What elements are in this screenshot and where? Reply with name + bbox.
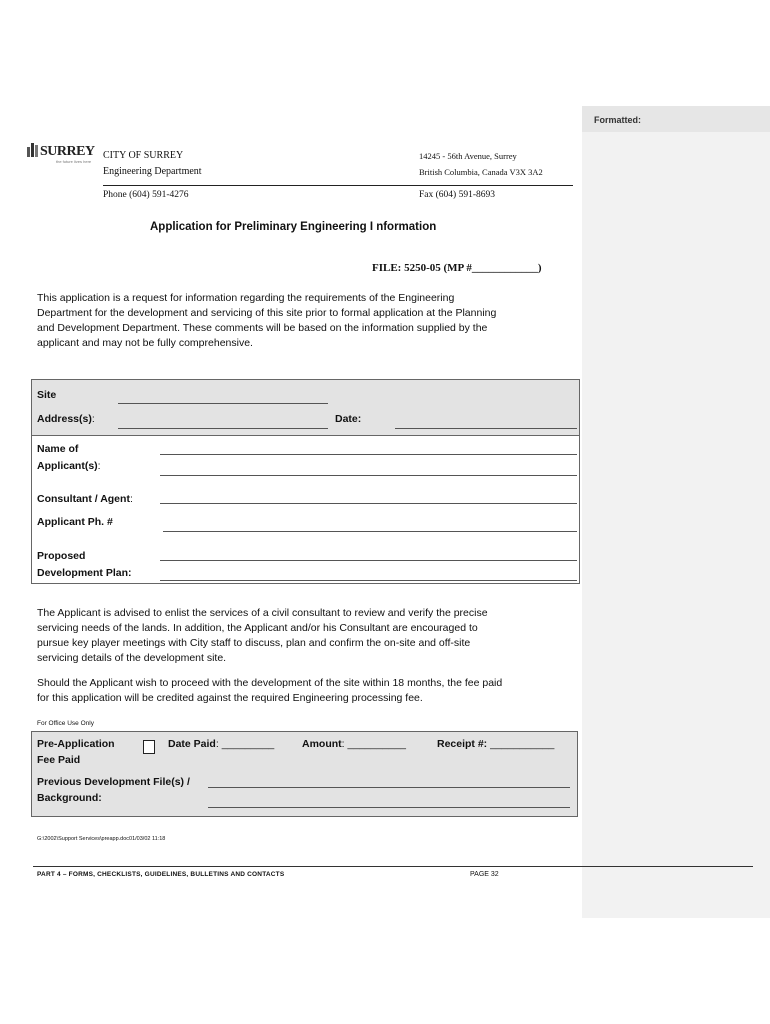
credit-paragraph bbox=[37, 676, 502, 706]
consultant-input[interactable] bbox=[160, 503, 577, 504]
logo-text: SURREY bbox=[40, 144, 95, 159]
applicant-phone-input[interactable] bbox=[163, 531, 577, 532]
advice-line: servicing details of the development site. bbox=[37, 652, 227, 664]
site-divider bbox=[32, 435, 579, 436]
credit-line: for this application will be credited against the required Engineering processing fee. bbox=[37, 692, 423, 704]
fee-paid-checkbox[interactable] bbox=[143, 740, 155, 754]
date-input[interactable] bbox=[395, 428, 577, 429]
preapp-label-line1: Pre-Application bbox=[37, 738, 115, 750]
city-name: CITY OF SURREY bbox=[103, 150, 184, 161]
footer-section-title: PART 4 – FORMS, CHECKLISTS, GUIDELINES, BULLETINS AND CONTACTS bbox=[37, 871, 285, 878]
footer-divider bbox=[33, 866, 753, 867]
page-title: Application for Preliminary Engineering I nformation bbox=[150, 221, 437, 233]
previous-files-label-line2: Background: bbox=[37, 792, 102, 804]
address-label: Address(s): bbox=[37, 413, 95, 425]
intro-paragraph bbox=[37, 291, 496, 351]
date-label: Date: bbox=[335, 413, 362, 425]
address-line-1: 14245 - 56th Avenue, Surrey bbox=[419, 151, 517, 161]
consultant-label: Consultant / Agent: bbox=[37, 493, 133, 505]
logo-tagline: the future lives here bbox=[56, 159, 92, 164]
comment-pane bbox=[582, 106, 770, 918]
amount-field: Amount: __________ bbox=[302, 738, 406, 750]
address-input[interactable] bbox=[118, 428, 328, 429]
previous-files-label-line1: Previous Development File(s) / bbox=[37, 776, 190, 788]
development-plan-input-2[interactable] bbox=[160, 580, 577, 581]
applicant-phone-label: Applicant Ph. # bbox=[37, 516, 113, 528]
comment-header: Formatted: bbox=[582, 106, 770, 132]
applicant-name-input-2[interactable] bbox=[160, 475, 577, 476]
advice-line: pursue key player meetings with City staff to discuss, plan and confirm the on-site and off-site bbox=[37, 637, 471, 649]
previous-files-input-2[interactable] bbox=[208, 807, 570, 808]
site-section bbox=[32, 380, 579, 435]
applicant-name-input-1[interactable] bbox=[160, 454, 577, 455]
previous-files-input-1[interactable] bbox=[208, 787, 570, 788]
intro-line: Department for the development and servicing of this site prior to formal application at the Planning bbox=[37, 307, 497, 319]
intro-line: applicant and may not be fully comprehensive. bbox=[37, 337, 253, 349]
department-name: Engineering Department bbox=[103, 166, 202, 177]
office-use-caption: For Office Use Only bbox=[37, 720, 94, 727]
city-logo-icon bbox=[27, 141, 39, 157]
address-line-2: British Columbia, Canada V3X 3A2 bbox=[419, 167, 543, 177]
file-reference: FILE: 5250-05 (MP #____________) bbox=[372, 262, 542, 274]
date-paid-field: Date Paid: _________ bbox=[168, 738, 275, 750]
header-divider bbox=[103, 185, 573, 186]
name-label-line2: Applicant(s): bbox=[37, 460, 101, 472]
development-plan-input-1[interactable] bbox=[160, 560, 577, 561]
plan-label-line2: Development Plan: bbox=[37, 567, 132, 579]
preapp-label-line2: Fee Paid bbox=[37, 754, 81, 766]
page-number: PAGE 32 bbox=[470, 871, 499, 878]
advice-line: The Applicant is advised to enlist the services of a civil consultant to review and verify the precise bbox=[37, 607, 488, 619]
intro-line: and Development Department. These comments will be based on the information supplied by the bbox=[37, 322, 488, 334]
site-input[interactable] bbox=[118, 403, 328, 404]
plan-label-line1: Proposed bbox=[37, 550, 86, 562]
phone-number: Phone (604) 591-4276 bbox=[103, 190, 189, 200]
receipt-field: Receipt #: ___________ bbox=[437, 738, 555, 750]
fax-number: Fax (604) 591-8693 bbox=[419, 190, 495, 200]
file-path: G:\2002\Support Services\preapp.doc01/03/02 11:18 bbox=[37, 836, 166, 842]
advice-paragraph bbox=[37, 606, 488, 666]
name-label-line1: Name of bbox=[37, 443, 79, 455]
intro-line: This application is a request for information regarding the requirements of the Engineering bbox=[37, 292, 455, 304]
credit-line: Should the Applicant wish to proceed with the development of the site within 18 months, the fee paid bbox=[37, 677, 503, 689]
advice-line: servicing needs of the lands. In addition, the Applicant and/or his Consultant are encouraged to bbox=[37, 622, 478, 634]
site-label: Site bbox=[37, 389, 57, 401]
